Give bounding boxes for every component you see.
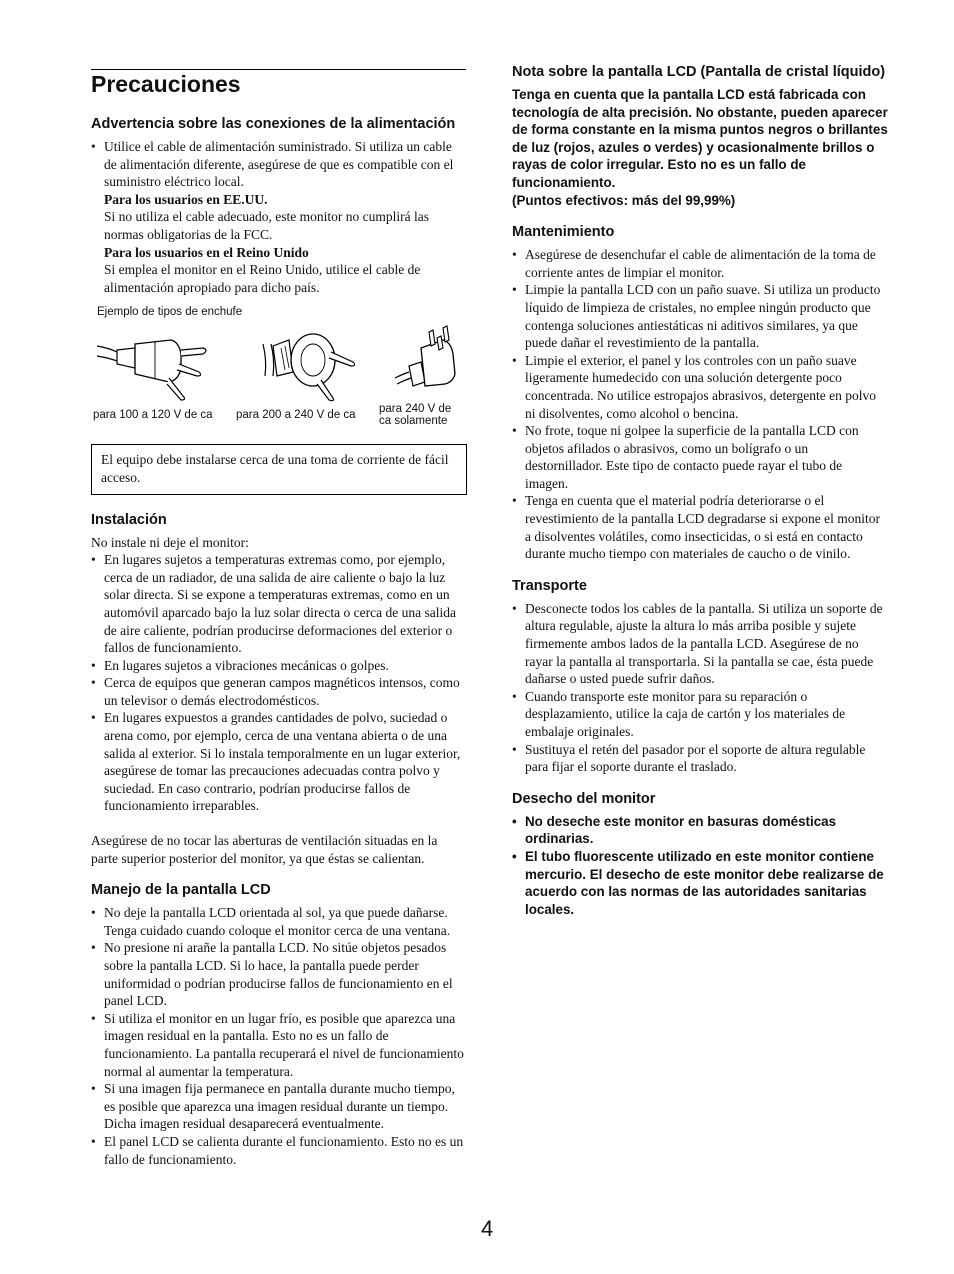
bullet-icon: • — [91, 139, 96, 154]
bullet-icon: • — [512, 688, 517, 704]
list-item — [512, 281, 888, 351]
plug-uk-icon — [391, 322, 461, 400]
list-item-text: Si utiliza el monitor en un lugar frío, es posible que aparezca una imagen residual en la pantalla. Esto no es un fallo de funcionamiento. La pantalla recuperará el nivel de funcionamiento normal al aumentar la temperatura. — [104, 1010, 464, 1079]
list-item-text: No deseche este monitor en basuras domésticas ordinarias. — [525, 813, 837, 847]
section-intro: No instale ni deje el monitor: — [91, 534, 249, 550]
section-heading: Mantenimiento — [512, 224, 615, 241]
list-item-text: El panel LCD se calienta durante el funcionamiento. Esto no es un fallo de funcionamiento. — [104, 1133, 464, 1167]
list-item — [512, 352, 888, 422]
figure-caption: Ejemplo de tipos de enchufe — [97, 306, 243, 319]
bullet-icon: • — [512, 247, 517, 263]
bullet-icon: • — [91, 1133, 96, 1149]
page-number: 4 — [481, 1216, 494, 1241]
list-item-text: Utilice el cable de alimentación suministrado. Si utiliza un cable de alimentación diferente, asegúrese de que es compatible con el suministro eléctrico local. — [104, 139, 454, 190]
left-column — [91, 115, 467, 1168]
list-item — [512, 688, 888, 741]
list-item-text: En lugares expuestos a grandes cantidades de polvo, suciedad o arena como, por ejemplo, cerca de una ventana abierta o de una salida al exterior. Si lo instala temporalmente en un lugar exterior, asegúrese de tomar las precauciones adecuadas contra polvo y suciedad. En caso contrario, podrían producirse fallos de funcionamiento irreparables. — [104, 710, 461, 814]
list-item — [91, 1133, 467, 1168]
plug-us-icon — [95, 328, 223, 404]
section-transport — [512, 577, 888, 776]
bullet-list — [512, 246, 888, 563]
section-disposal — [512, 790, 888, 919]
plug-uk-label-line1: para 240 V de — [379, 403, 452, 416]
section-lcd-note — [512, 63, 888, 209]
us-users-text: Si no utiliza el cable adecuado, este monitor no cumplirá las normas obligatorias de la FCC. — [104, 209, 430, 242]
list-item — [91, 939, 467, 1009]
section-heading: Transporte — [512, 577, 587, 594]
bullet-icon: • — [512, 282, 517, 298]
list-item — [512, 813, 888, 848]
bullet-icon: • — [512, 600, 517, 616]
list-item-text: Limpie el exterior, el panel y los controles con un paño suave ligeramente humedecido con una solución detergente poco concentrada. No utilice estropajos abrasivos, detergente en polvo ni disolventes, como alcohol o bencina. — [525, 352, 877, 421]
list-item — [91, 551, 467, 657]
right-column — [512, 63, 888, 918]
list-item-text: Si una imagen fija permanece en pantalla durante mucho tiempo, es posible que aparezca una imagen residual durante un tiempo. Dicha imagen residual desaparecerá eventualmente. — [104, 1081, 455, 1132]
list-item-text: Cuando transporte este monitor para su reparación o desplazamiento, utilice la caja de cartón y los materiales de embalaje originales. — [525, 688, 846, 739]
bullet-icon: • — [91, 905, 96, 921]
list-item-text: Limpie la pantalla LCD con un paño suave. Si utiliza un producto líquido de limpieza de cristales, no emplee ningún producto que contenga soluciones antiestáticas ni aditivos similares, ya que puede dañar el revestimiento de la pantalla. — [525, 282, 881, 351]
plug-us-label: para 100 a 120 V de ca — [93, 409, 213, 422]
section-installation — [91, 511, 467, 868]
us-users-heading: Para los usuarios en EE.UU. — [104, 191, 268, 207]
list-item — [512, 741, 888, 776]
list-item — [512, 422, 888, 492]
section-outro: Asegúrese de no tocar las aberturas de ventilación situadas en la parte superior posterior del monitor, ya que éstas se calientan. — [91, 833, 438, 866]
bullet-list — [91, 551, 467, 815]
plug-uk-label — [379, 403, 451, 427]
bullet-icon: • — [512, 813, 517, 829]
section-heading: Desecho del monitor — [512, 790, 656, 807]
bullet-list — [91, 138, 467, 296]
list-item-text: No presione ni arañe la pantalla LCD. No sitúe objetos pesados sobre la pantalla LCD. Si lo hace, la pantalla puede perder uniformidad o podrían producirse fallos de funcionamiento en el panel LCD. — [104, 940, 453, 1009]
bullet-icon: • — [512, 352, 517, 368]
page-title: Precauciones — [91, 71, 241, 97]
bullet-list — [91, 904, 467, 1168]
section-heading: Instalación — [91, 511, 167, 528]
list-item — [91, 657, 467, 675]
bullet-icon: • — [512, 741, 517, 757]
section-heading: Nota sobre la pantalla LCD (Pantalla de cristal líquido) — [512, 64, 886, 80]
list-item-text: No frote, toque ni golpee la superficie de la pantalla LCD con objetos afilados o abrasivos, como un bolígrafo o un destornillador. Este tipo de contacto puede rayar el tubo de imagen. — [525, 423, 859, 491]
list-item — [512, 600, 888, 688]
list-item-text: Cerca de equipos que generan campos magnéticos intensos, como un televisor o demás electrodomésticos. — [104, 675, 460, 708]
list-item — [512, 848, 888, 918]
plug-types-figure — [91, 306, 467, 432]
list-item — [512, 246, 888, 281]
plug-eu-icon — [241, 324, 363, 406]
bullet-list — [512, 600, 888, 776]
section-power-warning — [91, 115, 467, 296]
uk-users-heading: Para los usuarios en el Reino Unido — [104, 244, 309, 260]
list-item — [91, 709, 467, 815]
list-item — [91, 674, 467, 709]
plug-eu-label: para 200 a 240 V de ca — [236, 409, 356, 422]
notice-box — [91, 444, 467, 494]
list-item-text: Tenga en cuenta que el material podría deteriorarse o el revestimiento de la pantalla LCD degradarse si expone el monitor a disolventes volátiles, como insecticidas, o si está en contacto durante mucho tiempo con materiales de caucho o de vinilo. — [525, 493, 881, 562]
list-item-text: El tubo fluorescente utilizado en este monitor contiene mercurio. El desecho de este monitor debe realizarse de acuerdo con las normas de las autoridades sanitarias locales. — [525, 848, 884, 917]
section-maintenance — [512, 223, 888, 563]
list-item-text: Desconecte todos los cables de la pantalla. Si utiliza un soporte de altura regulable, ajuste la altura lo más arriba posible y sujete firmemente ambos lados de la pantalla LCD. Asegúrese de no rayar la pantalla al transportarla. Si la pantalla se cae, ésta puede dañarse o usted puede sufrir daños. — [525, 600, 883, 687]
list-item-text: Asegúrese de desenchufar el cable de alimentación de la toma de corriente antes de limpiar el monitor. — [525, 247, 876, 280]
bullet-icon: • — [91, 940, 96, 956]
uk-users-text: Si emplea el monitor en el Reino Unido, utilice el cable de alimentación apropiado para dicho país. — [104, 262, 421, 295]
list-item — [91, 1080, 467, 1133]
list-item — [512, 492, 888, 562]
list-item-text: En lugares sujetos a vibraciones mecánicas o golpes. — [104, 657, 389, 673]
list-item — [91, 904, 467, 939]
bullet-icon: • — [512, 848, 517, 864]
bullet-icon: • — [91, 675, 96, 691]
section-heading: Manejo de la pantalla LCD — [91, 882, 271, 899]
bullet-icon: • — [91, 710, 96, 726]
bullet-icon: • — [91, 1081, 96, 1097]
bullet-icon: • — [512, 493, 517, 509]
list-item — [91, 138, 467, 296]
lcd-note-effective-pixels: (Puntos efectivos: más del 99,99%) — [512, 192, 736, 208]
bullet-icon: • — [91, 657, 96, 673]
lcd-note-body: Tenga en cuenta que la pantalla LCD está fabricada con tecnología de alta precisión. No obstante, pueden aparecer de forma constante en la misma puntos negros o brillantes de luz (rojos, azules o verdes) y ocasionalmente brillos o rayas de color irregular. Esto no es un fallo de funcionamiento. — [512, 87, 888, 190]
section-heading: Advertencia sobre las conexiones de la alimentación — [91, 116, 456, 132]
section-lcd-handling — [91, 881, 467, 1168]
list-item — [91, 1010, 467, 1080]
bullet-icon: • — [91, 552, 96, 568]
bullet-icon: • — [512, 423, 517, 439]
bullet-list — [512, 813, 888, 919]
plug-uk-label-line2: ca solamente — [379, 415, 448, 428]
list-item-text: Sustituya el retén del pasador por el soporte de altura regulable para fijar el soporte durante el traslado. — [525, 741, 866, 775]
list-item-text: En lugares sujetos a temperaturas extremas como, por ejemplo, cerca de un radiador, de una salida de aire caliente o bajo la luz solar directa. Si se expone a temperaturas extremas, como en un automóvil aparcado bajo la luz solar directa o cerca de una salida de aire caliente, podrían producirse deformaciones del exterior o fallos de funcionamiento. — [104, 552, 456, 656]
notice-text: El equipo debe instalarse cerca de una toma de corriente de fácil acceso. — [101, 452, 449, 485]
list-item-text: No deje la pantalla LCD orientada al sol, ya que puede dañarse. Tenga cuidado cuando coloque el monitor cerca de una ventana. — [104, 905, 451, 938]
bullet-icon: • — [91, 1010, 96, 1026]
